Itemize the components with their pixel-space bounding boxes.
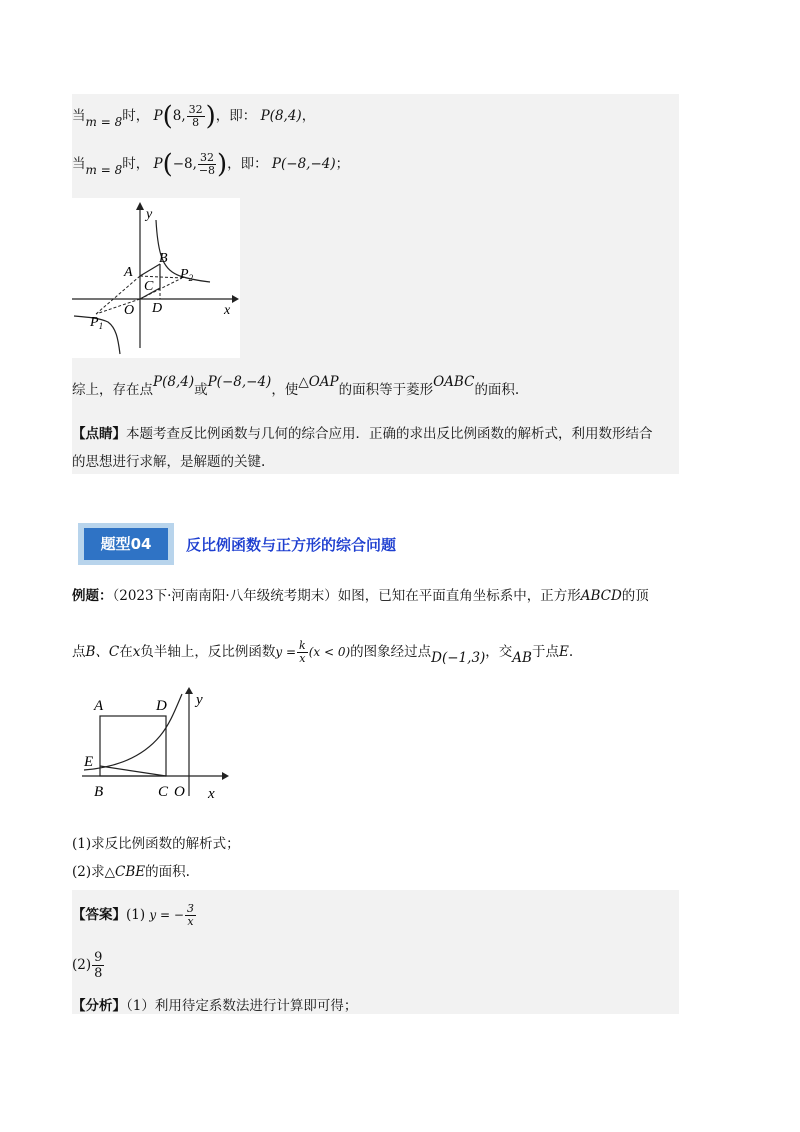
- label-O: O: [174, 784, 185, 800]
- section-badge-inner: 题型04: [84, 528, 168, 560]
- fraction: $\frac{3}{x}$: [186, 902, 194, 928]
- answer-2: (2) $\frac{9}{8}$: [72, 950, 103, 981]
- label-A: A: [124, 265, 133, 280]
- label-E: E: [84, 754, 94, 770]
- label-C: C: [144, 279, 154, 294]
- label-A: A: [94, 698, 104, 714]
- label-y: y: [196, 692, 203, 708]
- analysis-line: 【分析】（1）利用待定系数法进行计算即可得；: [72, 998, 358, 1014]
- label-y: y: [146, 207, 153, 222]
- label-B: B: [159, 251, 168, 266]
- label-P2: $P_2$: [180, 267, 194, 283]
- label-B: B: [94, 784, 104, 800]
- conclusion-line: 综上，存在点P(8,4)或P(−8,−4)，使△OAP的面积等于菱形OABC的面积.: [72, 374, 520, 398]
- remark-line-1: 【点睛】本题考查反比例函数与几何的综合应用．正确的求出反比例函数的解析式，利用数形结合: [72, 426, 653, 442]
- label-x: x: [208, 786, 215, 802]
- question-2: (2)求△CBE的面积.: [72, 864, 190, 880]
- question-1: (1)求反比例函数的解析式；: [72, 836, 240, 852]
- figure-square-hyperbola: [80, 686, 230, 806]
- figure-rhombus-hyperbola: [72, 198, 240, 358]
- label-P1: $P_1$: [90, 315, 104, 331]
- fraction: $\frac{9}{8}$: [94, 950, 103, 981]
- example-line-1: 例题：（2023下·河南南阳·八年级统考期末）如图，已知在平面直角坐标系中，正方形ABCD的顶: [72, 588, 649, 604]
- label-C: C: [158, 784, 169, 800]
- fraction: $\frac{k}{x}$: [299, 639, 306, 665]
- example-line-2: 点B、C在x负半轴上，反比例函数y = $\frac{k}{x}$ (x < 0)的图象经过点D(−1,3)，交AB于点E.: [72, 639, 574, 666]
- solution-line-1: 当m = 8时， P(8, $\frac{32}{8}$ )，即： P(8,4)，: [72, 101, 316, 132]
- label-D: D: [152, 301, 163, 316]
- remark-line-2: 的思想进行求解，是解题的关键.: [72, 454, 266, 470]
- fraction: $\frac{32}{-8}$: [198, 151, 216, 177]
- solution-line-2: 当m = 8时， P(−8, $\frac{32}{-8}$ )，即： P(−8,−4)；: [72, 149, 350, 180]
- answer-1: 【答案】(1) y = − $\frac{3}{x}$: [72, 902, 194, 928]
- label-D: D: [156, 698, 167, 714]
- section-title: 反比例函数与正方形的综合问题: [186, 536, 397, 554]
- label-x: x: [224, 303, 231, 318]
- label-O: O: [124, 303, 135, 318]
- fraction: $\frac{32}{8}$: [188, 103, 203, 129]
